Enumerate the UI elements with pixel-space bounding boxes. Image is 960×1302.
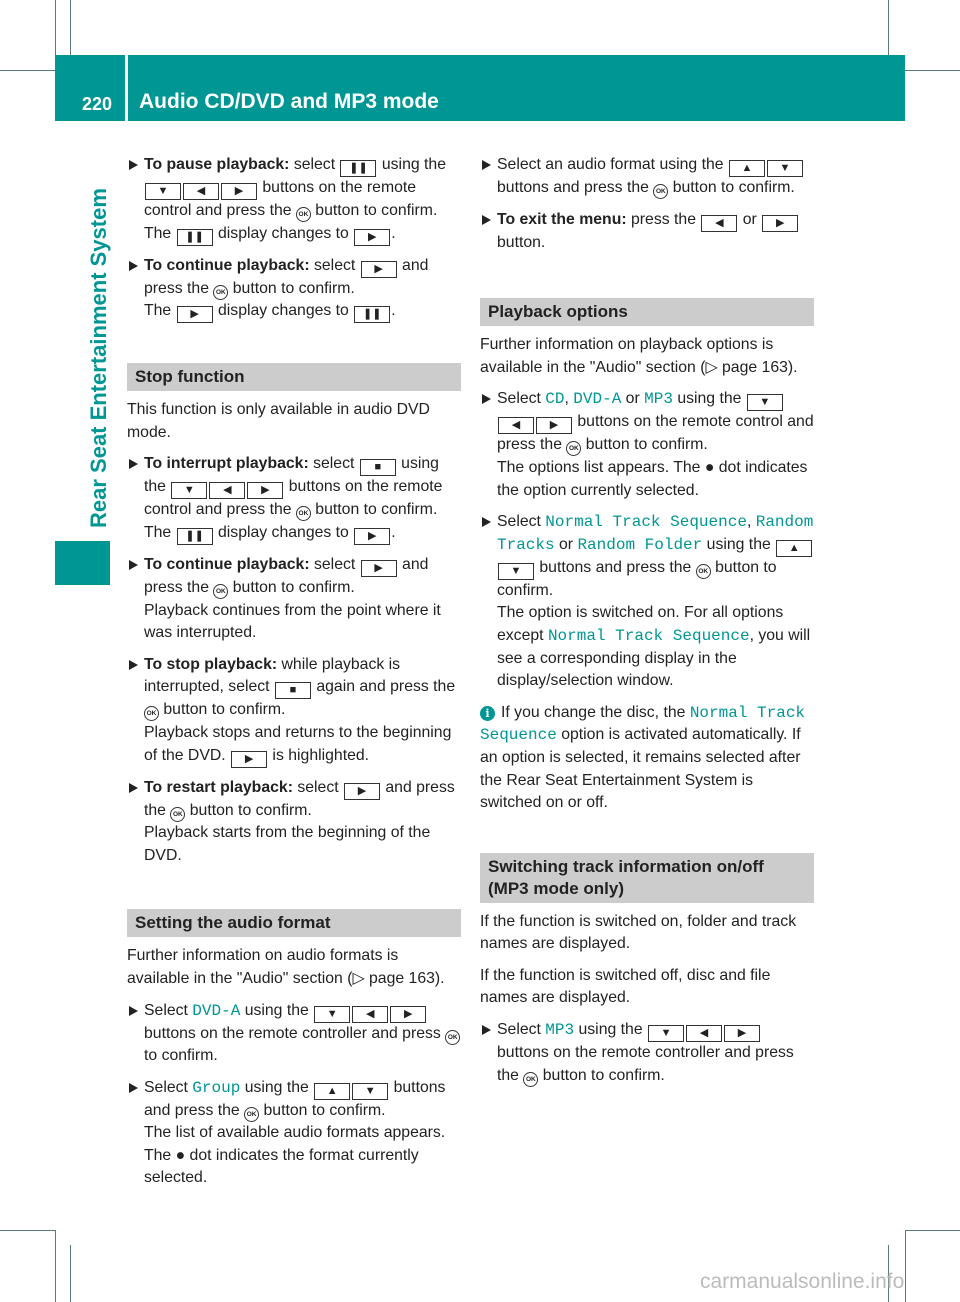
result-text — [144, 522, 461, 545]
bold-label: To restart playback: — [144, 778, 293, 796]
down-key-icon: ▼ — [352, 1083, 388, 1100]
play-key-icon: ▶ — [247, 482, 283, 499]
bold-label: To exit the menu: — [497, 210, 627, 228]
watermark: carmanualsonline.info — [700, 1270, 905, 1293]
crop-mark — [905, 1230, 960, 1231]
text: button to confirm. — [185, 801, 312, 819]
text: Select — [497, 513, 546, 531]
down-key-icon: ▼ — [767, 160, 803, 177]
display-term: Normal Track Sequence — [480, 703, 806, 745]
display-term: MP3 — [644, 390, 673, 409]
text: . — [391, 523, 396, 541]
left-key-icon: ◀ — [209, 482, 245, 499]
display-term: CD — [545, 390, 565, 409]
header-divider — [125, 55, 128, 121]
play-key-icon: ▶ — [762, 215, 798, 232]
text: to confirm. — [144, 1047, 218, 1065]
text: button to confirm. — [159, 701, 286, 719]
text: Select an audio format using the — [497, 156, 728, 173]
left-column — [127, 154, 461, 1199]
section-heading: Stop function — [127, 363, 461, 391]
text: button to confirm. — [581, 436, 708, 454]
result-text — [144, 822, 461, 867]
instruction-step — [127, 1000, 461, 1068]
text: Select — [497, 390, 546, 408]
down-key-icon: ▼ — [648, 1025, 684, 1042]
text: Further information on audio formats is available in the "Audio" section (▷ page 163). — [127, 947, 445, 987]
text: . — [391, 302, 396, 320]
crop-mark — [905, 1230, 906, 1302]
text: button to confirm. — [228, 279, 355, 297]
crop-mark — [888, 0, 889, 55]
text: select — [292, 778, 343, 796]
text: buttons on the remote control and press the — [144, 478, 443, 519]
ok-button-icon: OK — [653, 184, 668, 199]
play-key-icon: ▶ — [354, 528, 390, 545]
display-term: Random Tracks — [497, 513, 814, 554]
ok-button-icon: OK — [296, 506, 311, 521]
text: display changes to — [213, 224, 354, 242]
text: buttons and press the — [144, 1078, 446, 1119]
ok-button-icon: OK — [213, 584, 228, 599]
pause-key-icon: ❚❚ — [354, 306, 390, 323]
stop-key-icon: ■ — [360, 459, 396, 476]
up-key-icon: ▲ — [776, 540, 812, 557]
text: Playback starts from the beginning of the DVD. — [144, 824, 431, 864]
paragraph — [480, 911, 814, 956]
crop-mark — [55, 1230, 56, 1302]
text: using the — [672, 390, 746, 408]
text: The — [144, 523, 176, 541]
instruction-step — [127, 1077, 461, 1190]
bold-label: To stop playback: — [144, 655, 278, 673]
instruction-step — [480, 209, 814, 255]
text: , — [746, 513, 756, 531]
bold-label: To pause playback: — [144, 156, 290, 173]
paragraph — [127, 399, 461, 444]
ok-button-icon: OK — [170, 807, 185, 822]
bold-label: To interrupt playback: — [144, 455, 309, 473]
play-key-icon: ▶ — [361, 261, 397, 278]
text: If the function is switched on, folder and track names are displayed. — [480, 912, 797, 953]
text: Select — [497, 1021, 546, 1039]
text: The — [144, 302, 176, 320]
ok-button-icon: OK — [213, 285, 228, 300]
down-key-icon: ▼ — [314, 1006, 350, 1023]
down-key-icon: ▼ — [747, 394, 783, 411]
text: buttons on the remote controller and press — [144, 1024, 446, 1042]
display-term: DVD-A — [573, 390, 622, 409]
display-term: Normal Track Sequence — [545, 513, 747, 532]
page-number: 220 — [82, 94, 113, 114]
text: option is activated automatically. If an option is selected, it remains selected after the Rear Seat Entertainment System is switched on or off. — [480, 726, 801, 812]
instruction-step — [127, 654, 461, 768]
ok-button-icon: OK — [144, 706, 159, 721]
text: select — [309, 256, 360, 274]
crop-mark — [55, 0, 56, 55]
pause-key-icon: ❚❚ — [340, 160, 376, 177]
section-heading: Setting the audio format — [127, 909, 461, 937]
text: This function is only available in audio DVD mode. — [127, 401, 430, 441]
ok-button-icon: OK — [523, 1072, 538, 1087]
left-key-icon: ◀ — [498, 417, 534, 434]
instruction-step — [480, 154, 814, 200]
text: is highlighted. — [268, 746, 370, 764]
section-heading: Switching track information on/off (MP3 mode only) — [480, 853, 814, 903]
text: and press the — [144, 256, 429, 297]
instruction-step — [480, 1019, 814, 1087]
text: buttons on the remote controller and press the — [497, 1044, 794, 1084]
instruction-step — [480, 511, 814, 693]
text: buttons on the remote control and press the — [497, 413, 814, 454]
info-note — [480, 702, 814, 815]
left-key-icon: ◀ — [352, 1006, 388, 1023]
section-heading: Playback options — [480, 298, 814, 326]
text: or — [621, 390, 645, 408]
text: using the — [702, 535, 776, 553]
play-key-icon: ▶ — [724, 1025, 760, 1042]
text: , — [564, 390, 574, 408]
text: or — [738, 210, 762, 228]
instruction-step — [127, 255, 461, 324]
bold-label: To continue playback: — [144, 555, 310, 573]
info-icon: i — [480, 706, 495, 721]
left-key-icon: ◀ — [686, 1025, 722, 1042]
text: If you change the disc, the — [501, 703, 690, 721]
crop-mark — [0, 70, 55, 71]
play-key-icon: ▶ — [390, 1006, 426, 1023]
play-key-icon: ▶ — [231, 751, 267, 768]
display-term: MP3 — [545, 1021, 575, 1040]
play-key-icon: ▶ — [354, 229, 390, 246]
play-key-icon: ▶ — [344, 783, 380, 800]
text: using the — [240, 1001, 314, 1019]
text: The option is switched on. For all options except — [497, 604, 784, 644]
stop-key-icon: ■ — [275, 682, 311, 699]
text: Select — [144, 1078, 193, 1096]
pause-key-icon: ❚❚ — [177, 528, 213, 545]
result-text — [144, 223, 461, 246]
text: The — [144, 224, 176, 242]
instruction-step — [127, 154, 461, 246]
ok-button-icon: OK — [244, 1107, 259, 1122]
result-text — [497, 457, 814, 502]
play-key-icon: ▶ — [536, 417, 572, 434]
text: select — [309, 555, 360, 573]
crop-mark — [70, 0, 71, 55]
text: and press the — [144, 778, 455, 819]
crop-mark — [70, 1245, 71, 1302]
text: or — [554, 535, 578, 553]
play-key-icon: ▶ — [177, 306, 213, 323]
text: again and press the — [311, 678, 456, 696]
text: button to confirm. — [310, 501, 438, 519]
result-text — [144, 300, 461, 323]
ok-button-icon: OK — [296, 207, 311, 222]
ok-button-icon: OK — [696, 564, 711, 579]
up-key-icon: ▲ — [729, 160, 765, 177]
result-text — [144, 1122, 461, 1190]
text: The options list appears. The ● dot indicates the option currently selected. — [497, 458, 808, 499]
text: button to confirm. — [228, 578, 355, 596]
left-key-icon: ◀ — [183, 183, 219, 200]
text: button to confirm. — [668, 179, 795, 196]
instruction-step — [127, 554, 461, 645]
text: , you will see a corresponding display in the display/selection window. — [497, 626, 811, 690]
ok-button-icon: OK — [566, 441, 581, 456]
instruction-step — [480, 388, 814, 502]
down-key-icon: ▼ — [171, 482, 207, 499]
right-column — [480, 154, 814, 1096]
text: and press the — [144, 555, 429, 596]
play-key-icon: ▶ — [221, 183, 257, 200]
pause-key-icon: ❚❚ — [177, 229, 213, 246]
ok-button-icon: OK — [445, 1030, 460, 1045]
result-text — [497, 602, 814, 692]
page-title: Audio CD/DVD and MP3 mode — [139, 90, 439, 113]
text: buttons and press the — [535, 558, 696, 576]
text: button to confirm. — [259, 1101, 386, 1119]
text: using the — [240, 1078, 314, 1096]
text: select — [308, 455, 359, 473]
display-term: DVD-A — [192, 1001, 241, 1020]
display-term: Group — [192, 1078, 241, 1097]
text: . — [391, 224, 396, 242]
crop-mark — [0, 1230, 55, 1231]
text: button to confirm. — [538, 1066, 665, 1084]
play-key-icon: ▶ — [361, 560, 397, 577]
text: Playback stops and returns to the beginning of the DVD. — [144, 723, 452, 764]
paragraph — [480, 965, 814, 1010]
left-key-icon: ◀ — [701, 215, 737, 232]
text: Playback continues from the point where it was interrupted. — [144, 601, 441, 642]
text: If the function is switched off, disc and file names are displayed. — [480, 966, 771, 1007]
text: press the — [626, 210, 701, 228]
side-tab-label: Rear Seat Entertainment System — [86, 188, 111, 528]
display-term: Normal Track Sequence — [547, 626, 750, 645]
text: The list of available audio formats appears. The ● dot indicates the format currently selected. — [144, 1124, 446, 1187]
down-key-icon: ▼ — [145, 183, 181, 200]
side-tab-marker — [55, 541, 110, 585]
instruction-step — [127, 777, 461, 868]
text: using the — [144, 455, 439, 496]
paragraph — [480, 334, 814, 379]
text: button. — [497, 233, 546, 251]
up-key-icon: ▲ — [314, 1083, 350, 1100]
instruction-step — [127, 453, 461, 545]
result-text — [144, 722, 461, 768]
text: buttons and press the — [497, 179, 654, 196]
text: buttons on the remote control and press the — [144, 179, 417, 219]
text: using the — [574, 1021, 648, 1039]
text: Select — [144, 1001, 193, 1019]
down-key-icon: ▼ — [498, 563, 534, 580]
text: using the — [377, 156, 446, 173]
text: display changes to — [213, 523, 354, 541]
text: button to confirm. — [497, 558, 777, 599]
text: while playback is interrupted, select — [144, 655, 401, 696]
text: button to confirm. — [310, 202, 438, 219]
text: select — [289, 156, 340, 173]
display-term: Random Folder — [577, 535, 703, 554]
text: display changes to — [213, 302, 354, 320]
crop-mark — [905, 70, 960, 71]
bold-label: To continue playback: — [144, 256, 310, 274]
paragraph — [127, 945, 461, 990]
result-text — [144, 600, 461, 645]
text: Further information on playback options is available in the "Audio" section (▷ page 163). — [480, 336, 798, 376]
